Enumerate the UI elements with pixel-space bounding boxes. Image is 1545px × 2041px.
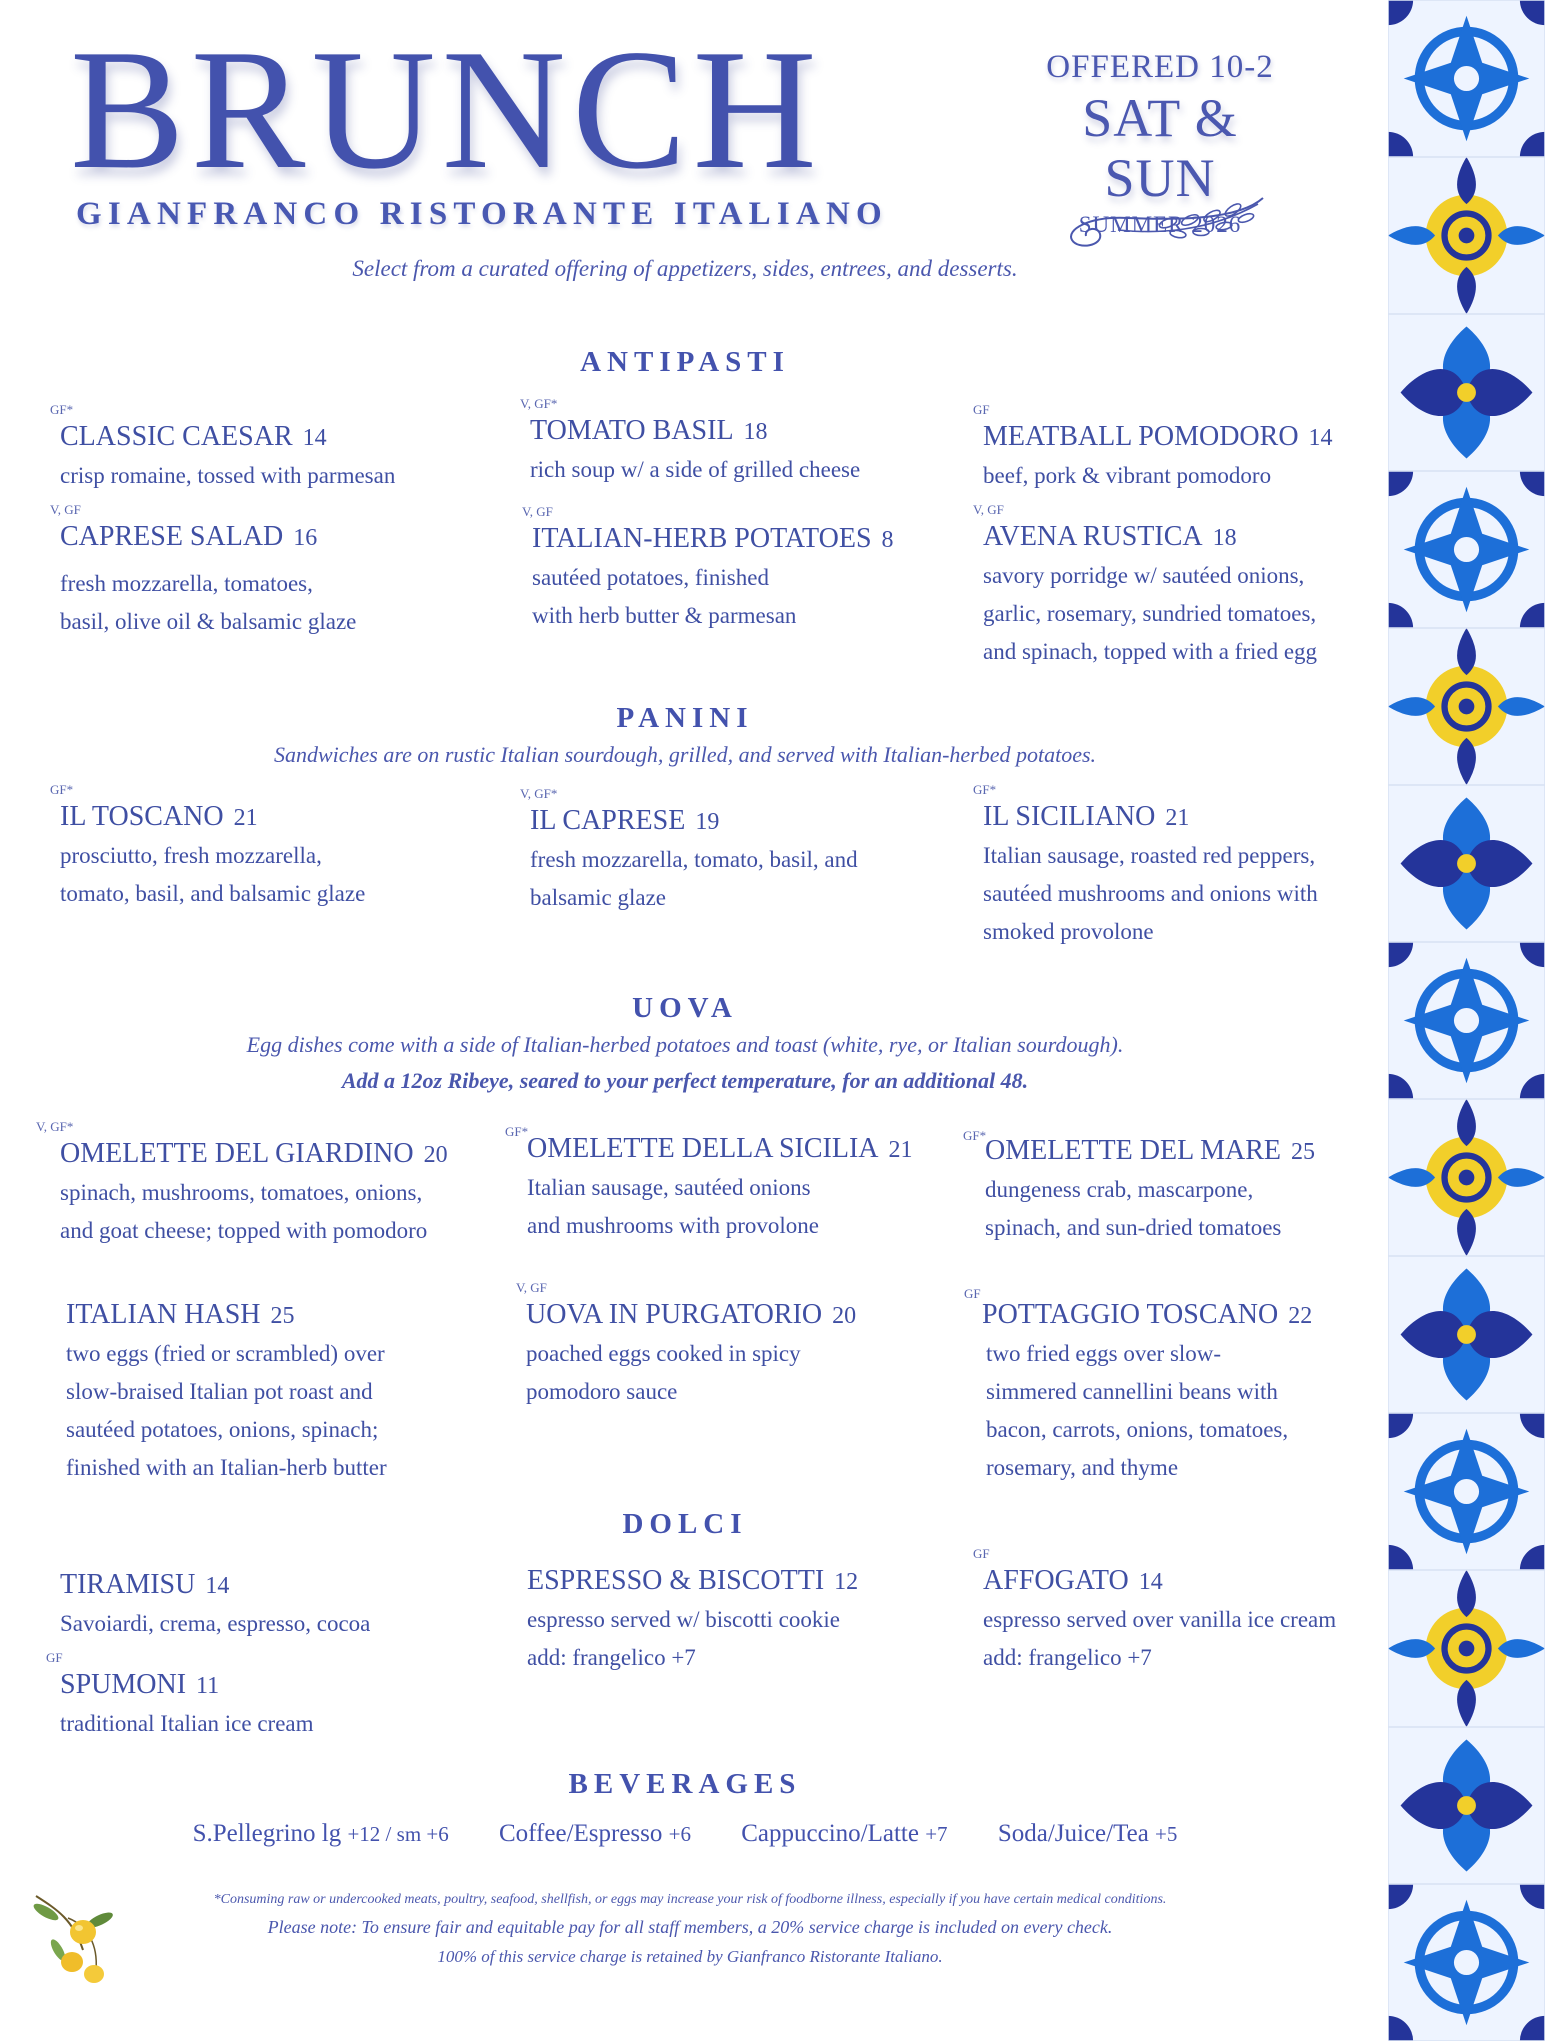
uova-note: Egg dishes come with a side of Italian-herbed potatoes and toast (white, rye, or Italian sourdough).	[246, 1032, 1124, 1057]
item-price: 20	[832, 1303, 857, 1329]
item-description: pomodoro sauce	[526, 1379, 678, 1404]
item-description: finished with an Italian-herb butter	[66, 1455, 387, 1480]
tile-border	[1388, 0, 1545, 2000]
item-name: CLASSIC CAESAR	[60, 421, 293, 452]
menu-item-il-toscano	[50, 782, 500, 913]
diet-tag: GF	[973, 1546, 990, 1561]
diet-tag: GF	[973, 402, 990, 417]
diet-tag: V, GF*	[520, 396, 558, 411]
item-description: spinach, mushrooms, tomatoes, onions,	[60, 1180, 423, 1205]
item-description: espresso served w/ biscotti cookie	[527, 1607, 840, 1632]
diet-tag: V, GF*	[520, 786, 558, 801]
menu-item-tomato-basil	[520, 396, 970, 489]
decorative-tile	[1388, 1256, 1545, 1413]
service-charge-retained-note: 100% of this service charge is retained by Gianfranco Ristorante Italiano.	[437, 1947, 943, 1966]
hours-text: OFFERED 10-2	[1046, 49, 1274, 85]
menu-item-classic-caesar	[50, 402, 500, 495]
beverage-price: +12 / sm +6	[347, 1822, 449, 1846]
diet-tag: GF*	[963, 1128, 987, 1143]
menu-item-affogato	[973, 1546, 1423, 1677]
diet-tag: V, GF	[522, 504, 553, 519]
item-description: slow-braised Italian pot roast and	[66, 1379, 373, 1404]
menu-item-italian-hash	[66, 1298, 506, 1487]
item-description: simmered cannellini beans with	[986, 1379, 1278, 1404]
decorative-tile	[1388, 471, 1545, 628]
decorative-tile	[1388, 1413, 1545, 1570]
item-description: poached eggs cooked in spicy	[526, 1341, 801, 1366]
menu-item-caprese-salad	[50, 502, 500, 641]
menu-item-il-siciliano	[973, 782, 1423, 951]
item-description: add: frangelico +7	[983, 1645, 1152, 1670]
beverage-item	[998, 1820, 1178, 1847]
item-description: prosciutto, fresh mozzarella,	[60, 843, 322, 868]
item-name: IL TOSCANO	[60, 801, 224, 832]
item-name: TOMATO BASIL	[530, 415, 734, 446]
item-description: garlic, rosemary, sundried tomatoes,	[983, 601, 1317, 626]
item-description: two eggs (fried or scrambled) over	[66, 1341, 385, 1366]
item-description: spinach, and sun-dried tomatoes	[985, 1215, 1282, 1240]
item-name: OMELETTE DEL GIARDINO	[60, 1138, 414, 1169]
item-description: tomato, basil, and balsamic glaze	[60, 881, 366, 906]
menu-item-italian-herb-potatoes	[522, 504, 972, 635]
section-title-panini: PANINI	[616, 702, 754, 734]
beverage-name: Coffee/Espresso	[499, 1820, 669, 1847]
item-name: ITALIAN HASH	[66, 1299, 261, 1330]
item-description: balsamic glaze	[530, 885, 667, 910]
item-description: beef, pork & vibrant pomodoro	[983, 463, 1272, 488]
item-name: OMELETTE DEL MARE	[985, 1135, 1282, 1166]
item-name: ESPRESSO & BISCOTTI	[527, 1565, 825, 1596]
item-description: traditional Italian ice cream	[60, 1711, 314, 1736]
decorative-tile	[1388, 1099, 1545, 1256]
menu-tagline: Select from a curated offering of appetizers, sides, entrees, and desserts.	[352, 256, 1018, 281]
item-description: rich soup w/ a side of grilled cheese	[530, 457, 861, 482]
item-description: dungeness crab, mascarpone,	[985, 1177, 1254, 1202]
beverage-name: Cappuccino/Latte	[741, 1820, 926, 1847]
decorative-tile	[1388, 1727, 1545, 1884]
restaurant-name: GIANFRANCO RISTORANTE ITALIANO	[76, 196, 888, 232]
item-price: 18	[1212, 525, 1237, 551]
item-name: IL CAPRESE	[530, 805, 686, 836]
decorative-tile	[1388, 942, 1545, 1099]
item-description: rosemary, and thyme	[986, 1455, 1179, 1480]
item-description: two fried eggs over slow-	[986, 1341, 1222, 1366]
item-price: 8	[881, 527, 894, 553]
item-name: IL SICILIANO	[983, 801, 1156, 832]
item-price: 16	[293, 525, 318, 551]
diet-tag: V, GF	[973, 502, 1004, 517]
item-price: 12	[834, 1569, 859, 1595]
menu-item-il-caprese	[520, 786, 970, 917]
diet-tag: GF*	[50, 782, 74, 797]
item-name: CAPRESE SALAD	[60, 521, 284, 552]
menu-item-avena-rustica	[973, 502, 1423, 671]
item-name: UOVA IN PURGATORIO	[526, 1299, 823, 1330]
item-price: 14	[205, 1573, 230, 1599]
menu-item-uova-in-purgatorio	[516, 1280, 966, 1411]
item-description: smoked provolone	[983, 919, 1154, 944]
item-name: MEATBALL POMODORO	[983, 421, 1299, 452]
service-charge-note: Please note: To ensure fair and equitable pay for all staff members, a 20% service charge is included on every check.	[267, 1917, 1113, 1937]
diet-tag: GF	[46, 1650, 63, 1665]
decorative-tile	[1388, 0, 1545, 157]
beverage-price: +5	[1155, 1822, 1178, 1846]
decorative-tile	[1388, 1884, 1545, 2041]
days-text: SAT & SUN	[1082, 88, 1238, 208]
item-description: fresh mozzarella, tomatoes,	[60, 571, 313, 596]
item-price: 19	[695, 809, 720, 835]
item-description: fresh mozzarella, tomato, basil, and	[530, 847, 858, 872]
item-name: OMELETTE DELLA SICILIA	[527, 1133, 879, 1164]
section-title-uova: UOVA	[632, 992, 738, 1024]
diet-tag: V, GF	[50, 502, 81, 517]
decorative-tile	[1388, 785, 1545, 942]
item-description: Savoiardi, crema, espresso, cocoa	[60, 1611, 371, 1636]
item-price: 14	[302, 425, 327, 451]
decorative-tile	[1388, 1570, 1545, 1727]
beverage-item	[741, 1820, 947, 1847]
item-description: add: frangelico +7	[527, 1645, 696, 1670]
item-description: and mushrooms with provolone	[527, 1213, 819, 1238]
menu-item-tiramisu	[60, 1568, 500, 1643]
season-text: SUMMER 2026	[1078, 212, 1242, 237]
menu-item-pottaggio-toscano	[964, 1286, 1422, 1487]
diet-tag: GF*	[50, 402, 74, 417]
diet-tag: V, GF*	[36, 1119, 74, 1134]
item-description: and spinach, topped with a fried egg	[983, 639, 1318, 664]
item-price: 25	[270, 1303, 295, 1329]
item-description: sautéed potatoes, onions, spinach;	[66, 1417, 379, 1442]
item-name: POTTAGGIO TOSCANO	[982, 1299, 1279, 1330]
lemon-branch-icon	[28, 1890, 118, 1986]
item-price: 25	[1291, 1139, 1316, 1165]
section-title-beverages: BEVERAGES	[568, 1768, 802, 1800]
decorative-tile	[1388, 157, 1545, 314]
item-price: 21	[888, 1137, 913, 1163]
item-description: basil, olive oil & balsamic glaze	[60, 609, 357, 634]
food-safety-disclaimer: *Consuming raw or undercooked meats, poultry, seafood, shellfish, or eggs may increase your risk of foodborne illness, especially if you have certain medical conditions.	[213, 1892, 1167, 1907]
section-title-dolci: DOLCI	[622, 1508, 748, 1540]
section-title-antipasti: ANTIPASTI	[580, 346, 790, 378]
item-description: bacon, carrots, onions, tomatoes,	[986, 1417, 1289, 1442]
item-description: crisp romaine, tossed with parmesan	[60, 463, 396, 488]
beverage-price: +7	[925, 1822, 948, 1846]
beverage-price: +6	[668, 1822, 691, 1846]
menu-item-omelette-del-mare	[963, 1128, 1425, 1247]
diet-tag: GF	[964, 1286, 981, 1301]
uova-ribeye-note: Add a 12oz Ribeye, seared to your perfect temperature, for an additional 48.	[341, 1068, 1029, 1093]
item-price: 20	[423, 1142, 448, 1168]
diet-tag: V, GF	[516, 1280, 547, 1295]
item-description: and goat cheese; topped with pomodoro	[60, 1218, 428, 1243]
item-price: 21	[1165, 805, 1190, 831]
decorative-tile	[1388, 628, 1545, 785]
item-name: AVENA RUSTICA	[983, 521, 1203, 552]
menu-title: BRUNCH	[70, 15, 823, 205]
item-price: 18	[743, 419, 768, 445]
item-description: sautéed potatoes, finished	[532, 565, 769, 590]
item-description: Italian sausage, sautéed onions	[527, 1175, 811, 1200]
menu-item-omelette-del-giardino	[36, 1119, 500, 1250]
item-name: SPUMONI	[60, 1669, 187, 1700]
beverage-item	[193, 1820, 449, 1847]
item-description: espresso served over vanilla ice cream	[983, 1607, 1337, 1632]
item-description: with herb butter & parmesan	[532, 603, 797, 628]
diet-tag: GF*	[505, 1124, 529, 1139]
item-description: sautéed mushrooms and onions with	[983, 881, 1318, 906]
item-description: Italian sausage, roasted red peppers,	[983, 843, 1316, 868]
decorative-tile	[1388, 314, 1545, 471]
item-name: TIRAMISU	[60, 1569, 196, 1600]
beverage-list	[0, 1820, 1370, 1848]
item-price: 14	[1308, 425, 1333, 451]
flourish-ornament	[1058, 190, 1268, 250]
diet-tag: GF*	[973, 782, 997, 797]
menu-item-omelette-della-sicilia	[505, 1124, 967, 1245]
item-price: 14	[1138, 1569, 1163, 1595]
beverage-name: Soda/Juice/Tea	[997, 1820, 1156, 1847]
item-price: 22	[1288, 1303, 1313, 1329]
menu-item-espresso-biscotti	[527, 1564, 967, 1677]
item-name: AFFOGATO	[983, 1565, 1129, 1596]
panini-note: Sandwiches are on rustic Italian sourdough, grilled, and served with Italian-herbed potatoes.	[273, 742, 1097, 767]
item-description: savory porridge w/ sautéed onions,	[983, 563, 1305, 588]
item-price: 11	[196, 1673, 220, 1699]
item-price: 21	[233, 805, 258, 831]
beverage-name: S.Pellegrino lg	[192, 1820, 348, 1847]
item-name: ITALIAN-HERB POTATOES	[532, 523, 872, 554]
beverage-item	[499, 1820, 691, 1847]
menu-item-spumoni	[46, 1650, 500, 1743]
menu-item-meatball-pomodoro	[973, 402, 1423, 495]
